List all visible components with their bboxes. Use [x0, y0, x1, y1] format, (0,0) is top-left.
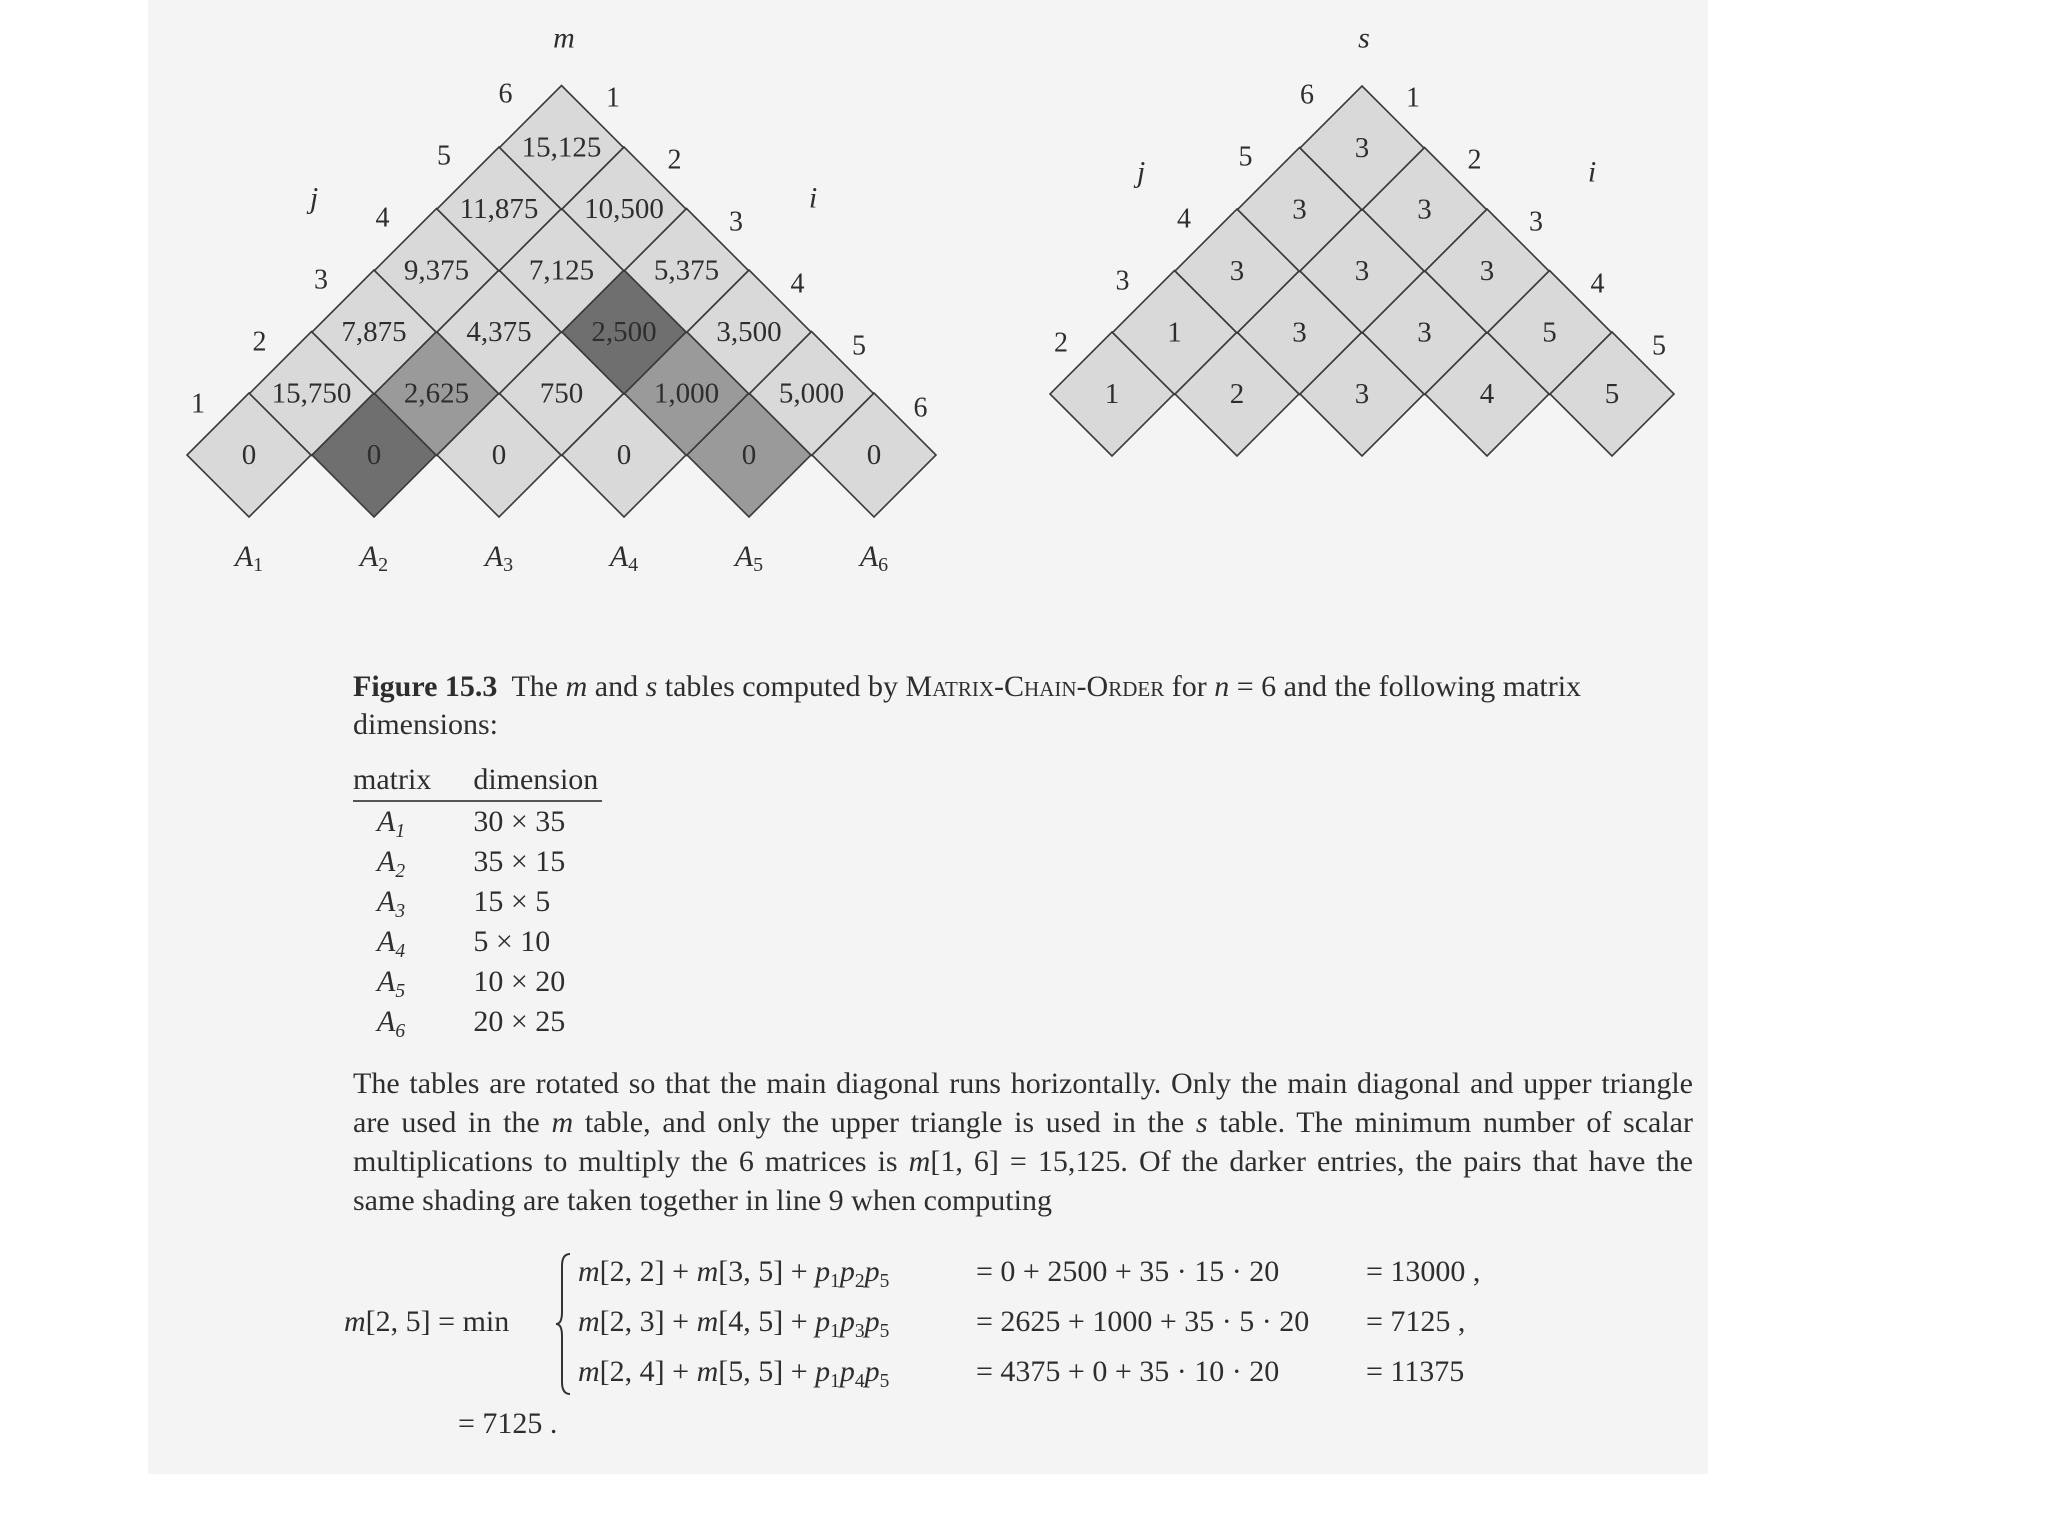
m-cell-value: 4,375 — [466, 316, 532, 348]
s-cell-value: 2 — [1229, 378, 1245, 410]
s-cell-value: 3 — [1229, 255, 1245, 287]
figure-caption: Figure 15.3 The m and s tables computed by Matrix-Chain-Order for n = 6 and the following matrix dimensions: — [353, 670, 1582, 741]
matrix-name: $A_4$ — [377, 925, 406, 962]
equation-final: = 7125 . — [458, 1407, 558, 1440]
matrix-dimension: 10 × 20 — [473, 965, 566, 998]
table-row — [353, 962, 602, 1002]
m-cell-value: 5,375 — [653, 254, 720, 287]
s-j-index: 5 — [1238, 141, 1253, 173]
case-result: = 7125 , — [1366, 1305, 1466, 1338]
m-i-index: 1 — [606, 82, 620, 114]
s-j-index: 3 — [1115, 265, 1130, 297]
m-cell-value: 0 — [741, 439, 757, 471]
m-i-index: 2 — [667, 144, 682, 176]
dimensions-table — [353, 762, 602, 1042]
m-cell-value: 0 — [616, 439, 632, 471]
m-cell-value: 10,500 — [584, 193, 664, 225]
matrix-dimension: 5 × 10 — [473, 925, 551, 958]
case-calculation: = 2625 + 1000 + 35 · 5 · 20 — [976, 1305, 1310, 1338]
matrix-label: $A_1$ — [234, 539, 264, 576]
table-row — [353, 842, 602, 882]
case-result: = 13000 , — [1366, 1255, 1481, 1288]
matrix-name: $A_1$ — [377, 805, 406, 842]
table-row — [353, 882, 602, 922]
m-cell-value: 1,000 — [653, 377, 720, 410]
s-i-label: i — [1587, 155, 1597, 189]
m-cell-value: 9,375 — [403, 254, 470, 287]
m-j-label: j — [309, 181, 319, 215]
s-j-index: 2 — [1054, 327, 1068, 359]
m-i-index: 3 — [729, 206, 743, 238]
m-cell-value: 5,000 — [778, 377, 845, 410]
m-cell-value: 11,875 — [459, 193, 539, 225]
s-i-index: 5 — [1652, 330, 1666, 362]
case-calculation: = 4375 + 0 + 35 · 10 · 20 — [976, 1355, 1280, 1388]
m-cell-value: 2,625 — [403, 377, 470, 410]
case-result: = 11375 — [1366, 1355, 1465, 1388]
brace — [556, 1252, 572, 1396]
s-cell-value: 3 — [1292, 316, 1307, 349]
s-cell-value: 3 — [1354, 132, 1370, 164]
m-j-index: 5 — [437, 140, 451, 172]
s-cell-value: 1 — [1104, 378, 1120, 410]
m-cell-value: 15,750 — [271, 377, 352, 410]
m-cell-value: 15,125 — [521, 131, 602, 164]
s-cell-value: 4 — [1479, 378, 1495, 410]
matrix-dimension: 20 × 25 — [473, 1005, 566, 1038]
algorithm-name: Matrix-Chain-Order — [905, 670, 1165, 703]
s-cell-value: 3 — [1292, 193, 1307, 226]
s-i-index: 3 — [1529, 206, 1543, 238]
m-cell-value: 750 — [539, 377, 584, 410]
matrix-label: $A_6$ — [859, 539, 889, 576]
matrix-dimension: 30 × 35 — [473, 805, 566, 838]
s-table-title: s — [1358, 21, 1370, 55]
case-expression: m[2, 4] + m[5, $5] + p_1p_4p_5$ — [578, 1355, 890, 1392]
m-cell-value: 0 — [491, 439, 507, 471]
m-cell-value: 0 — [366, 439, 382, 471]
s-j-index: 4 — [1177, 203, 1191, 235]
m-j-index: 6 — [498, 78, 513, 110]
table-row — [353, 922, 602, 962]
matrix-name: $A_6$ — [377, 1005, 406, 1042]
matrix-label: $A_5$ — [734, 539, 764, 576]
s-j-index: 6 — [1300, 79, 1314, 111]
s-cell-value: 3 — [1417, 316, 1432, 349]
m-j-index: 3 — [314, 264, 328, 296]
figure-15-3 — [148, 0, 1708, 640]
matrix-name: $A_3$ — [377, 885, 406, 922]
s-cell-value: 3 — [1417, 193, 1432, 226]
s-cell-value: 5 — [1542, 316, 1557, 349]
caption-number: Figure 15.3 — [353, 670, 498, 703]
m-i-label: i — [808, 181, 818, 215]
header-matrix: matrix — [353, 762, 473, 801]
m-cell-value: 2,500 — [591, 316, 657, 348]
s-cell-value: 3 — [1354, 378, 1370, 410]
matrix-name: $A_2$ — [377, 845, 406, 882]
page — [148, 0, 1708, 1474]
m-cell-value: 0 — [241, 439, 257, 471]
s-i-index: 2 — [1467, 144, 1482, 176]
equation-lhs: m[2, 5] = min — [344, 1305, 510, 1338]
m-j-index: 4 — [375, 202, 390, 234]
explanation-paragraph: The tables are rotated so that the main diagonal runs horizontally. Only the main diagonal and upper triangle are used in the m table, and only the upper triangle is used in the s table. The minimum number of scalar multiplications to multiply the 6 matrices is m[1, 6] = 15,125. Of the darker entries, the pairs that have the same shading are taken together in line 9 when computing — [353, 1067, 1693, 1217]
matrix-name: $A_5$ — [377, 965, 406, 1002]
m-i-index: 4 — [790, 268, 805, 300]
matrix-dimension: 35 × 15 — [473, 845, 566, 878]
header-dimension: dimension — [473, 762, 602, 801]
case-calculation: = 0 + 2500 + 35 · 15 · 20 — [976, 1255, 1280, 1288]
s-i-index: 1 — [1406, 82, 1420, 114]
s-cell-value: 1 — [1167, 316, 1182, 349]
s-j-label: j — [1136, 155, 1146, 189]
m-j-index: 2 — [252, 326, 267, 358]
case-expression: m[2, 2] + m[3, $5] + p_1p_2p_5$ — [578, 1255, 890, 1292]
matrix-label: $A_3$ — [484, 539, 514, 576]
matrix-label: $A_2$ — [359, 539, 389, 576]
s-cell-value: 3 — [1354, 255, 1370, 287]
m-cell-value: 3,500 — [716, 316, 782, 348]
m-j-index: 1 — [191, 388, 205, 420]
m-table-title: m — [553, 21, 575, 55]
table-row — [353, 1002, 602, 1042]
m-i-index: 6 — [913, 392, 928, 424]
m-cell-value: 7,125 — [528, 254, 595, 287]
s-cell-value: 3 — [1479, 255, 1495, 287]
table-row — [353, 801, 602, 842]
case-expression: m[2, 3] + m[4, $5] + p_1p_3p_5$ — [578, 1305, 890, 1342]
m-i-index: 5 — [852, 330, 866, 362]
m-cell-value: 0 — [866, 439, 882, 471]
m-cell-value: 7,875 — [341, 316, 407, 348]
s-i-index: 4 — [1590, 268, 1605, 300]
matrix-dimension: 15 × 5 — [473, 885, 551, 918]
matrix-label: $A_4$ — [609, 539, 639, 576]
s-cell-value: 5 — [1604, 378, 1620, 410]
